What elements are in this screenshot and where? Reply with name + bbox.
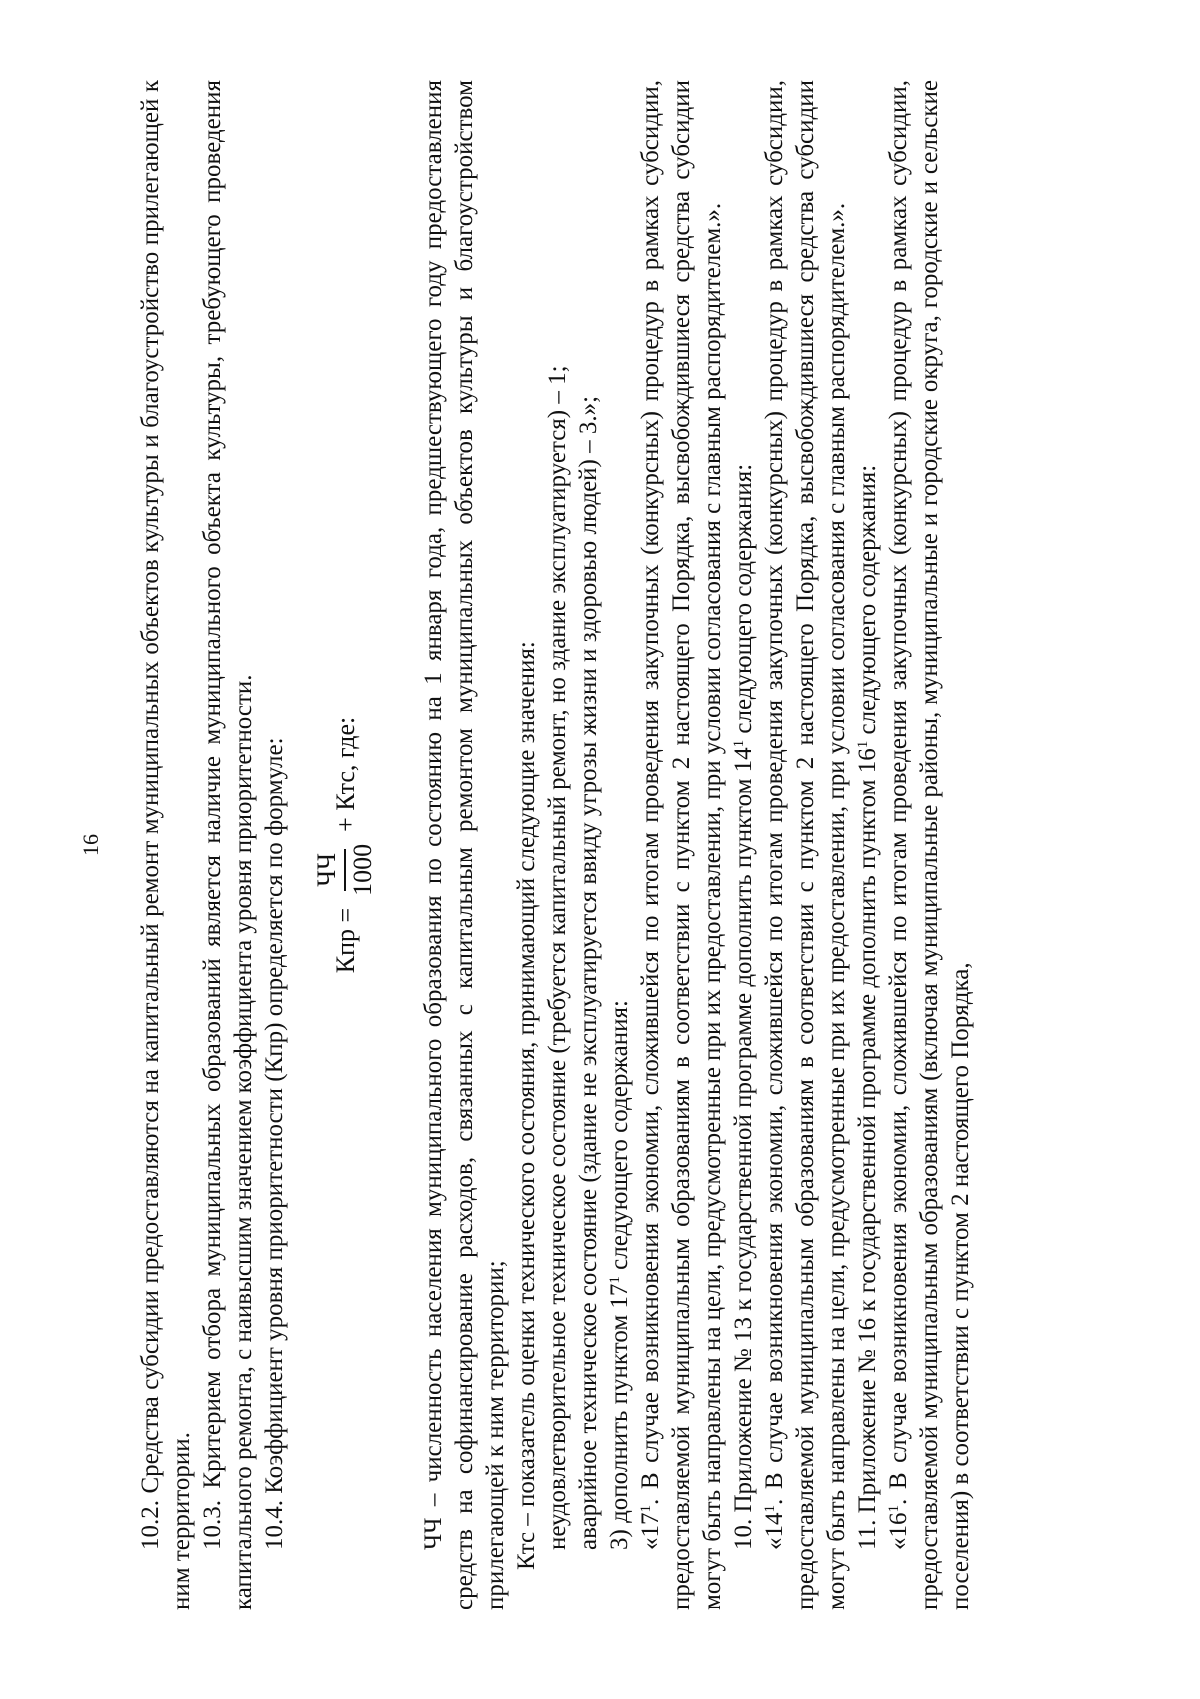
rotated-content <box>75 80 1125 1610</box>
ktc-value-emergency: аварийное техническое состояние (здание не эксплуатируется ввиду угрозы жизни и здоровью людей) – 3.»; <box>575 395 602 1550</box>
document-body <box>135 80 976 1610</box>
item-3: 3) дополнить пунктом $17^1$ следующего содержания: <box>606 1000 633 1550</box>
paragraph-14-1: «$14^1$. В случае возникновения экономии, сложившейся по итогам проведения закупочных (конкурсных) процедур в рамках субсидии, предоставляемой муниципальным образованиям в соответствии с пунктом 2 настоящего Порядка, высвобождившиеся средства субсидии могут быть направлены на цели, предусмотренные при их предоставлении, при условии согласования с главным распорядителем.». <box>761 80 850 1610</box>
formula-lhs: Кпр = <box>330 907 360 974</box>
ktc-definition: Ктс – показатель оценки технического состояния, принимающий следующие значения: <box>513 641 540 1570</box>
formula-fraction <box>310 844 380 896</box>
priority-formula <box>290 80 400 1610</box>
formula-rhs: + Ктс, где: <box>330 716 360 832</box>
paragraph-10-2: 10.2. Средства субсидии предоставляются на капитальный ремонт муниципальных объектов культуры и благоустройство прилегающей к ним территории. <box>137 80 195 1610</box>
chch-definition: ЧЧ – численность населения муниципального образования по состоянию на 1 января года, предшествующего году предоставления средств на софинансирование расходов, связанных с капитальным ремонтом муниципальных объектов культуры и благоустройством прилегающей к ним территории; <box>420 80 509 1610</box>
item-11: 11. Приложение № 16 к государственной программе дополнить пунктом $16^1$ следующего содержания: <box>854 464 881 1550</box>
page-number: 16 <box>78 834 103 856</box>
paragraph-10-4: 10.4. Коэффициент уровня приоритетности (Кпр) определяется по формуле: <box>261 737 288 1550</box>
formula-numerator: ЧЧ <box>310 849 346 891</box>
formula-denominator: 1000 <box>348 843 377 896</box>
ktc-value-unsatisfactory: неудовлетворительное техническое состояние (требуется капитальный ремонт, но здание эксплуатируется) – 1; <box>544 365 571 1550</box>
paragraph-16-1: «$16^1$. В случае возникновения экономии, сложившейся по итогам проведения закупочных (конкурсных) процедур в рамках субсидии, предоставляемой муниципальным образованиям (включая муниципальные районы, муниципальные и городские округа, городские и сельские поселения) в соответствии с пунктом 2 настоящего Порядка, <box>885 80 974 1610</box>
item-10: 10. Приложение № 13 к государственной программе дополнить пунктом $14^1$ следующего содержания: <box>730 463 757 1550</box>
paragraph-10-3: 10.3. Критерием отбора муниципальных образований является наличие муниципального объекта культуры, требующего проведения капитального ремонта, с наивысшим значением коэффициента уровня приоритетности. <box>199 80 257 1610</box>
paragraph-17-1: «$17^1$. В случае возникновения экономии, сложившейся по итогам проведения закупочных (конкурсных) процедур в рамках субсидии, предоставляемой муниципальным образованиям в соответствии с пунктом 2 настоящего Порядка, высвобождившиеся средства субсидии могут быть направлены на цели, предусмотренные при их предоставлении, при условии согласования с главным распорядителем.». <box>637 80 726 1610</box>
